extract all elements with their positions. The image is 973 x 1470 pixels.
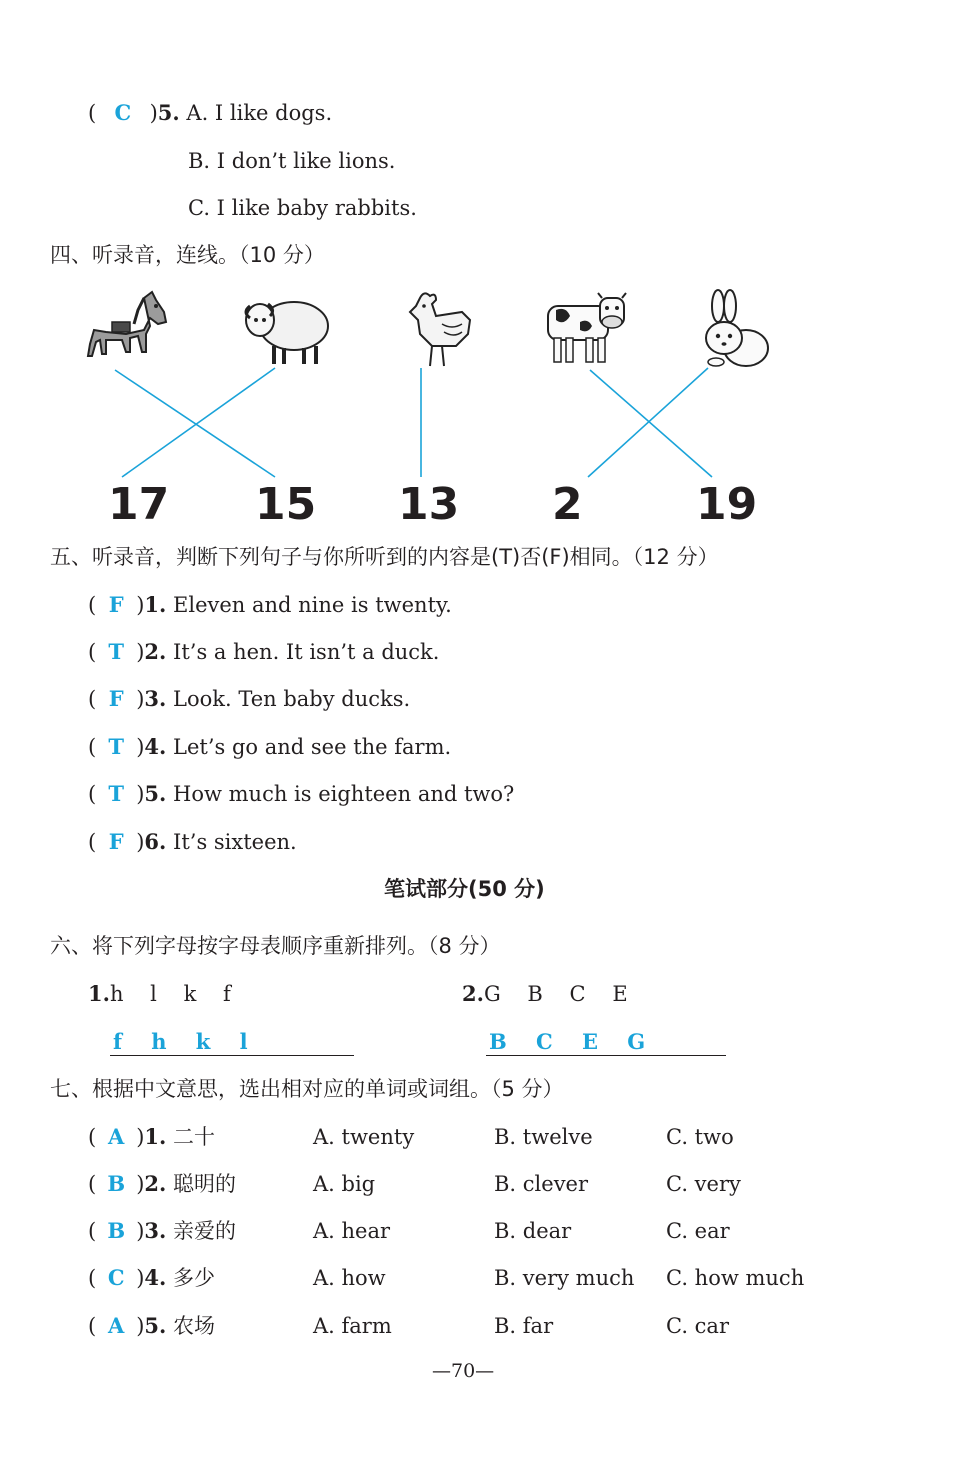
- question-row: ( T )5. How much is eighteen and two?: [88, 781, 515, 806]
- question-row: ( C )4. 多少: [88, 1265, 216, 1290]
- section-6-title: 六、将下列字母按字母表顺序重新排列。（8 分）: [50, 934, 501, 958]
- option-b: B. twelve: [494, 1125, 593, 1149]
- answer-letter: C: [114, 100, 132, 125]
- answer-letters: f h k l: [113, 1029, 248, 1054]
- question-row: ( B )3. 亲爱的: [88, 1218, 237, 1243]
- answer-letter: T: [108, 639, 125, 664]
- page-number: —70—: [432, 1360, 495, 1382]
- answer-letter: T: [108, 781, 125, 806]
- answer-letter: A: [108, 1124, 125, 1149]
- chinese-prompt: 聪明的: [173, 1172, 237, 1196]
- number-label: 2: [552, 479, 583, 530]
- option-a: A. how: [313, 1266, 386, 1290]
- section-4-title: 四、听录音，连线。（10 分）: [50, 243, 325, 267]
- question-number: 1.: [144, 1124, 167, 1149]
- option-c: C. I like baby rabbits.: [188, 196, 417, 220]
- question-number: 3.: [144, 1218, 167, 1243]
- option-a: A. I like dogs.: [186, 101, 333, 125]
- answer-letter: F: [108, 829, 124, 854]
- option-a: A. hear: [313, 1219, 391, 1243]
- answer-letter: A: [108, 1313, 125, 1338]
- chinese-prompt: 农场: [173, 1314, 216, 1338]
- option-c: C. very: [666, 1172, 741, 1196]
- question-number: 1.: [88, 981, 110, 1006]
- question-row: [462, 980, 628, 1008]
- question-text: It’s sixteen.: [173, 830, 297, 854]
- option-b: B. far: [494, 1314, 554, 1338]
- option-c: C. two: [666, 1125, 734, 1149]
- question-number: 5.: [157, 100, 180, 125]
- answer-letter: B: [107, 1218, 126, 1243]
- number-label: 15: [255, 479, 317, 530]
- answer-letter: B: [107, 1171, 126, 1196]
- question-number: 2.: [144, 1171, 167, 1196]
- option-c: C. ear: [666, 1219, 730, 1243]
- question-row: ( A )5. 农场: [88, 1313, 216, 1338]
- letters: G B C E: [483, 982, 628, 1006]
- question-row: [88, 980, 231, 1008]
- section-7-title: 七、根据中文意思，选出相对应的单词或词组。（5 分）: [50, 1077, 564, 1101]
- answer-letter: C: [107, 1265, 125, 1290]
- question-number: 4.: [144, 1265, 167, 1290]
- question-number: 3.: [144, 686, 167, 711]
- answer-underline: [486, 1055, 726, 1056]
- question-number: 5.: [144, 781, 167, 806]
- chinese-prompt: 亲爱的: [173, 1219, 237, 1243]
- number-label: 17: [108, 479, 170, 530]
- question-number: 5.: [144, 1313, 167, 1338]
- option-a: A. farm: [313, 1314, 392, 1338]
- question-row: ( F )6. It’s sixteen.: [88, 829, 297, 854]
- option-a: A. big: [313, 1172, 376, 1196]
- question-text: Let’s go and see the farm.: [173, 735, 452, 759]
- option-b: B. dear: [494, 1219, 572, 1243]
- answer-underline: [110, 1055, 354, 1056]
- answer-letters: B C E G: [489, 1029, 646, 1054]
- question-number: 2.: [144, 639, 167, 664]
- question-text: How much is eighteen and two?: [173, 782, 515, 806]
- letters: h l k f: [109, 982, 231, 1006]
- question-row: ( B )2. 聪明的: [88, 1171, 237, 1196]
- option-a: A. twenty: [313, 1125, 415, 1149]
- question-text: It’s a hen. It isn’t a duck.: [173, 640, 440, 664]
- question-row: ( F )3. Look. Ten baby ducks.: [88, 686, 411, 711]
- option-b: B. very much: [494, 1266, 635, 1290]
- section-5-title: 五、听录音，判断下列句子与你所听到的内容是(T)否(F)相同。（12 分）: [50, 545, 719, 569]
- answer-letter: T: [108, 734, 125, 759]
- answer-letter: F: [108, 686, 124, 711]
- option-c: C. car: [666, 1314, 729, 1338]
- question-row: ( F )1. Eleven and nine is twenty.: [88, 592, 452, 617]
- question-row: ( C )5. A. I like dogs.: [88, 100, 333, 125]
- question-number: 4.: [144, 734, 167, 759]
- question-row: ( T )2. It’s a hen. It isn’t a duck.: [88, 639, 440, 664]
- number-label: 13: [398, 479, 460, 530]
- question-number: 6.: [144, 829, 167, 854]
- option-b: B. I don’t like lions.: [188, 149, 396, 173]
- option-c: C. how much: [666, 1266, 805, 1290]
- question-row: ( T )4. Let’s go and see the farm.: [88, 734, 452, 759]
- chinese-prompt: 多少: [173, 1266, 216, 1290]
- question-text: Eleven and nine is twenty.: [173, 593, 452, 617]
- question-number: 1.: [144, 592, 167, 617]
- option-b: B. clever: [494, 1172, 589, 1196]
- number-label: 19: [696, 479, 758, 530]
- question-row: ( A )1. 二十: [88, 1124, 216, 1149]
- answer-letter: F: [108, 592, 124, 617]
- chinese-prompt: 二十: [173, 1125, 216, 1149]
- question-text: Look. Ten baby ducks.: [173, 687, 411, 711]
- question-number: 2.: [462, 981, 484, 1006]
- written-section-title: 笔试部分(50 分): [384, 877, 545, 901]
